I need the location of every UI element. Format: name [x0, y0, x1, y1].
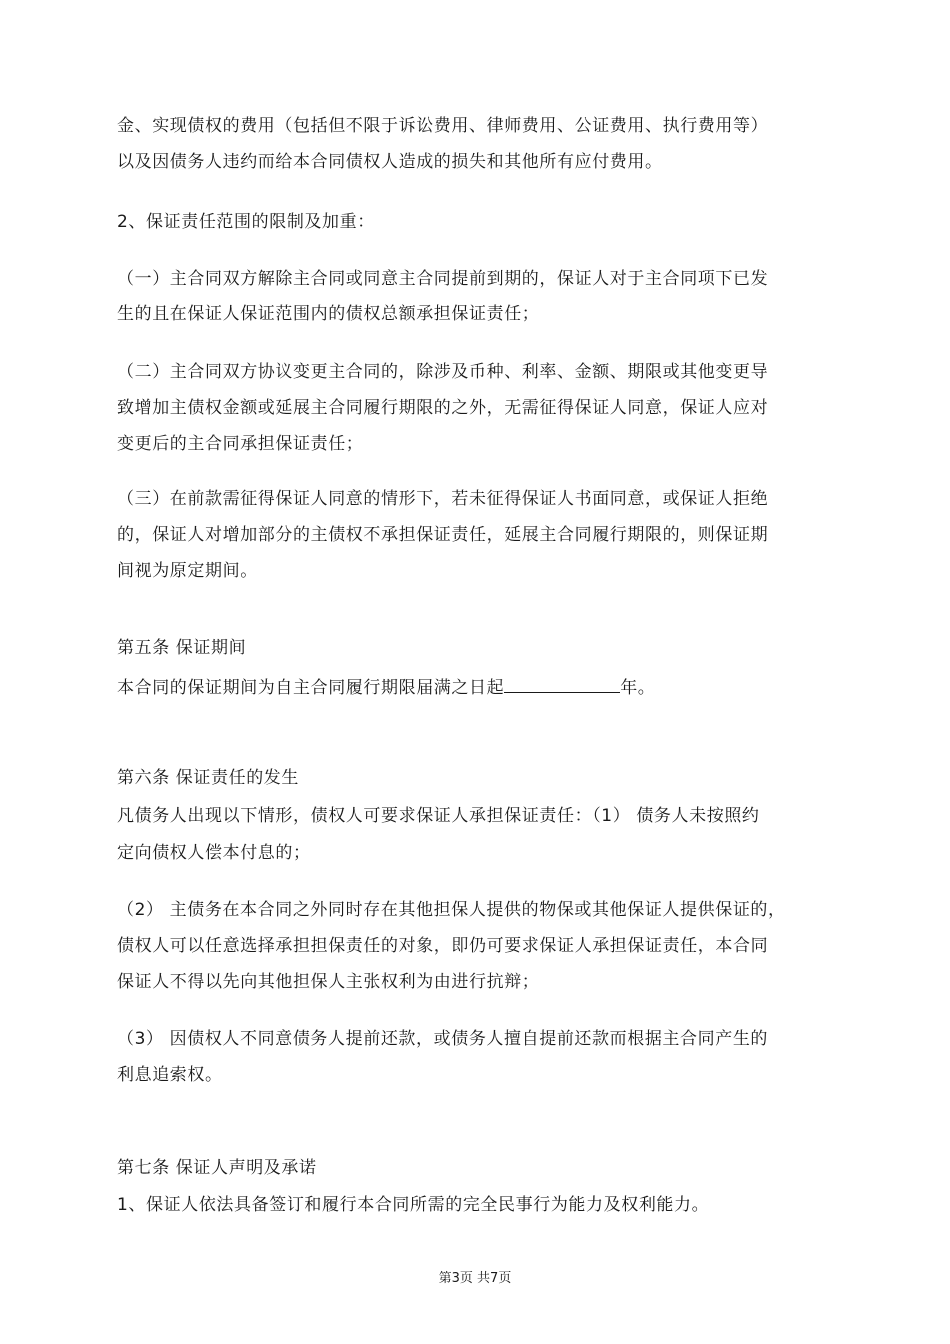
- paragraph-line: （2） 主债务在本合同之外同时存在其他担保人提供的物保或其他保证人提供保证的，: [117, 900, 786, 920]
- paragraph-line: 致增加主债权金额或延展主合同履行期限的之外，无需征得保证人同意，保证人应对: [117, 398, 769, 418]
- paragraph-line: 1、保证人依法具备签订和履行本合同所需的完全民事行为能力及权利能力。: [117, 1195, 710, 1215]
- paragraph-line: 以及因债务人违约而给本合同债权人造成的损失和其他所有应付费用。: [117, 152, 663, 172]
- paragraph-line: [117, 674, 655, 700]
- paragraph-line: 变更后的主合同承担保证责任；: [117, 434, 364, 454]
- paragraph-line: 生的且在保证人保证范围内的债权总额承担保证责任；: [117, 304, 540, 324]
- paragraph-line: （二）主合同双方协议变更主合同的，除涉及币种、利率、金额、期限或其他变更导: [117, 362, 769, 382]
- fill-in-text: 本合同的保证期间为自主合同履行期限届满之日起: [117, 678, 505, 698]
- paragraph-line: （3） 因债权人不同意债务人提前还款，或债务人擅自提前还款而根据主合同产生的: [117, 1029, 769, 1049]
- blank-field: [504, 674, 620, 693]
- paragraph-line: 债权人可以任意选择承担担保责任的对象，即仍可要求保证人承担保证责任，本合同: [117, 936, 769, 956]
- paragraph-line: 凡债务人出现以下情形，债权人可要求保证人承担保证责任：（1） 债务人未按照约: [117, 806, 760, 826]
- paragraph-line: （一）主合同双方解除主合同或同意主合同提前到期的，保证人对于主合同项下已发: [117, 269, 769, 289]
- paragraph-line: 金、实现债权的费用（包括但不限于诉讼费用、律师费用、公证费用、执行费用等）: [117, 116, 769, 136]
- paragraph-line: 定向债权人偿本付息的；: [117, 843, 311, 863]
- fill-in-suffix: 年。: [620, 678, 656, 698]
- paragraph-line: 保证人不得以先向其他担保人主张权利为由进行抗辩；: [117, 972, 540, 992]
- paragraph-line: 间视为原定期间。: [117, 561, 258, 581]
- paragraph-line: 2、保证责任范围的限制及加重：: [117, 212, 375, 232]
- page-footer: 第3页 共7页: [438, 1271, 512, 1286]
- section-heading: 第六条 保证责任的发生: [117, 768, 300, 788]
- section-heading: 第五条 保证期间: [117, 638, 247, 658]
- paragraph-line: 的，保证人对增加部分的主债权不承担保证责任，延展主合同履行期限的，则保证期: [117, 525, 769, 545]
- paragraph-line: （三）在前款需征得保证人同意的情形下，若未征得保证人书面同意，或保证人拒绝: [117, 489, 769, 509]
- section-heading: 第七条 保证人声明及承诺: [117, 1158, 317, 1178]
- paragraph-line: 利息追索权。: [117, 1065, 223, 1085]
